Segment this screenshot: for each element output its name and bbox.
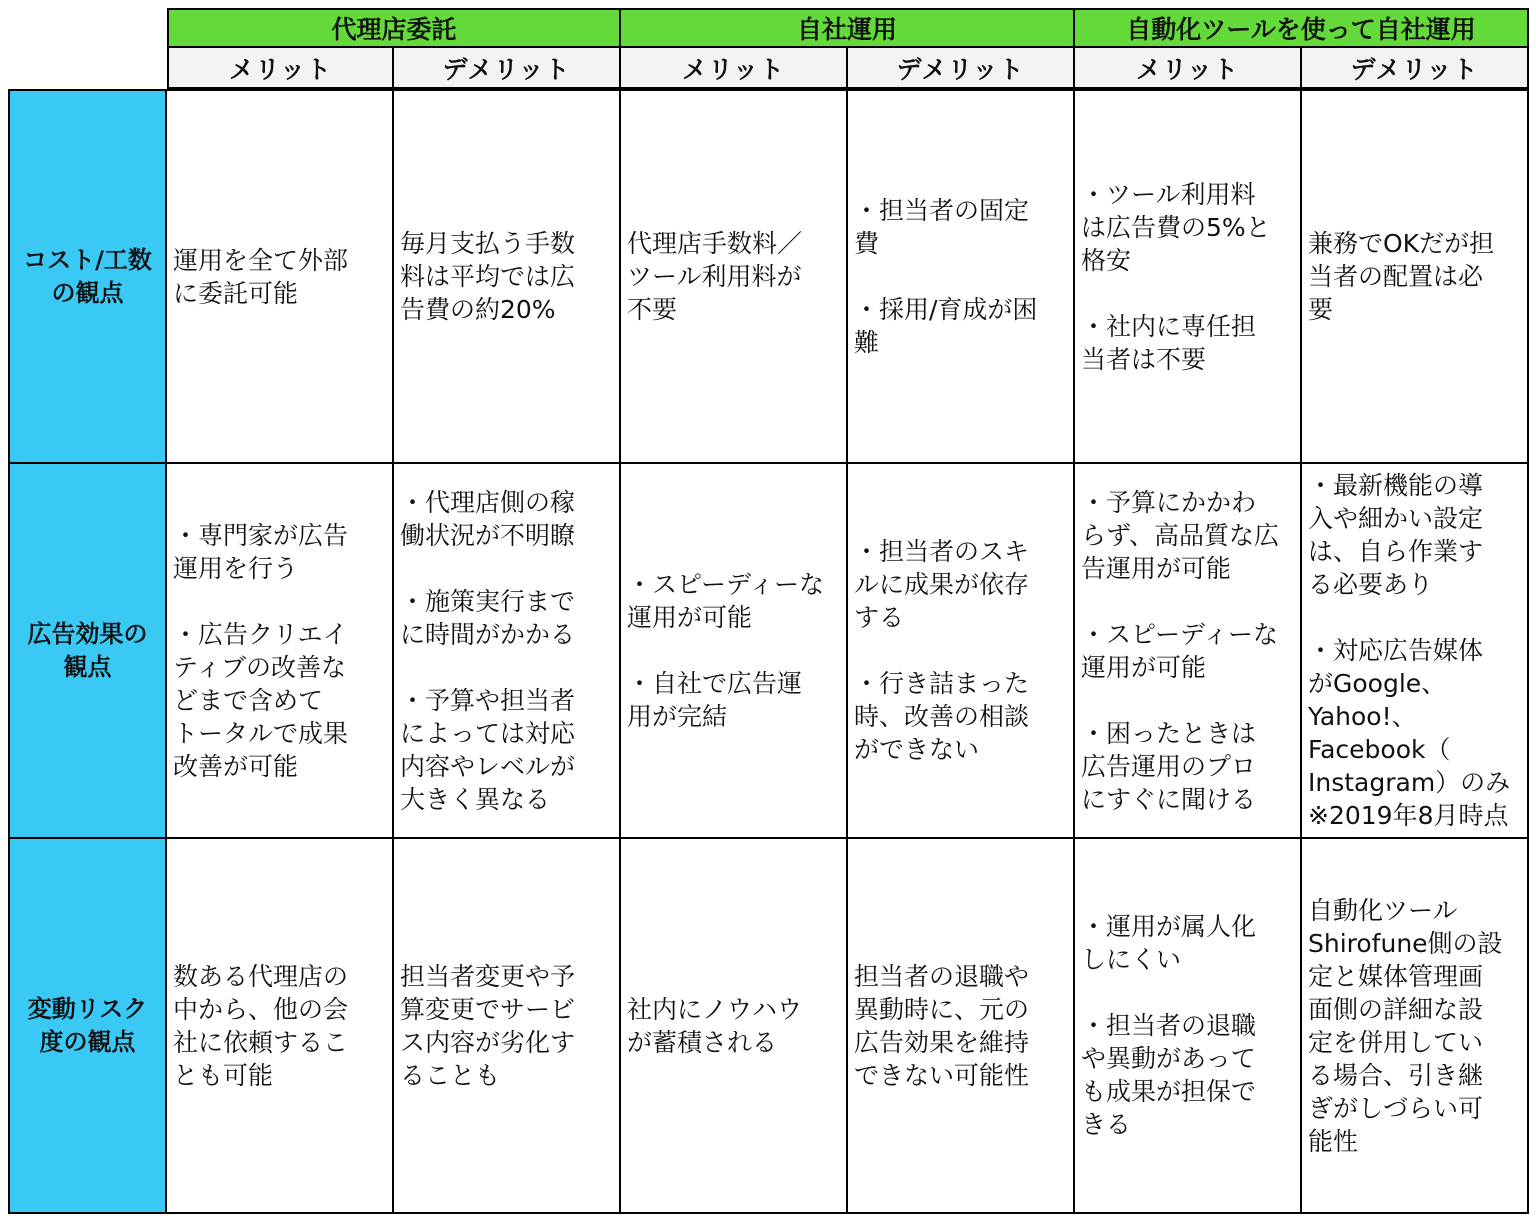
cell-line: ・予算にかかわ <box>1081 487 1257 517</box>
row-header-line: の観点 <box>51 278 124 307</box>
cell-line: ができない <box>854 735 980 764</box>
corner-blank <box>8 8 167 48</box>
cell-line: 運用が可能 <box>627 603 753 632</box>
cell-line: ス内容が劣化す <box>400 1027 576 1057</box>
cell-line: ・自社で広告運 <box>627 669 803 698</box>
cell-line: ・社内に専任担 <box>1081 311 1257 341</box>
cell-paragraph <box>1308 894 1523 1158</box>
cell-line: 算変更でサービ <box>400 994 576 1024</box>
cell-line: 中から、他の会 <box>173 994 349 1024</box>
cell-effect-inhouse-merit <box>621 464 848 839</box>
cell-cost-agency-demerit <box>394 89 621 464</box>
cell-paragraph <box>1308 634 1523 832</box>
cell-line: 入や細かい設定 <box>1308 504 1484 533</box>
cell-paragraph <box>1308 227 1523 326</box>
cell-line: に委託可能 <box>173 278 299 308</box>
cell-line: は広告費の5%と <box>1081 212 1271 242</box>
cell-line: 料は平均では広 <box>400 262 576 291</box>
cell-paragraph <box>1081 486 1296 585</box>
row-header-effect <box>8 464 167 839</box>
cell-line: 定を併用してい <box>1308 1027 1484 1057</box>
cell-line: ・スピーディーな <box>1081 619 1279 649</box>
cell-line: 大きく異なる <box>400 784 551 814</box>
cell-paragraph <box>173 960 388 1092</box>
row-header-risk <box>8 839 167 1214</box>
cell-line: に時間がかかる <box>400 619 576 649</box>
cell-paragraph <box>1081 717 1296 816</box>
paragraph-gap <box>1081 976 1296 1009</box>
cell-line: 能性 <box>1308 1126 1359 1156</box>
cell-line: や異動があって <box>1081 1044 1256 1073</box>
cell-risk-agency-demerit <box>394 839 621 1214</box>
cell-line: Instagram）のみ <box>1308 768 1511 797</box>
cell-line: 告費の約20% <box>400 295 556 324</box>
subheader-inhouse-demerit: デメリット <box>848 48 1075 89</box>
cell-line: ・最新機能の導 <box>1308 471 1484 500</box>
cell-line: きる <box>1081 1110 1132 1139</box>
cell-cost-inhouse-merit <box>621 89 848 464</box>
cell-line: にすぐに聞ける <box>1081 784 1257 814</box>
cell-line: は、自ら作業す <box>1308 537 1484 566</box>
cell-line: ・スピーディーな <box>627 570 825 599</box>
cell-line: がGoogle、 <box>1308 669 1447 698</box>
cell-line: ぎがしづらい可 <box>1308 1093 1484 1123</box>
cell-paragraph <box>173 244 388 310</box>
cell-line: どまで含めて <box>173 685 324 715</box>
cell-line: ・対応広告媒体 <box>1308 636 1484 665</box>
cell-paragraph <box>854 293 1069 359</box>
row-header-line: 広告効果の <box>27 619 148 648</box>
cell-line: る必要あり <box>1308 570 1434 599</box>
cell-line: によっては対応 <box>400 718 576 748</box>
cell-effect-tool-merit <box>1075 464 1302 839</box>
cell-line: 面側の詳細な設 <box>1308 994 1484 1024</box>
cell-line: 格安 <box>1081 245 1132 275</box>
cell-paragraph <box>627 568 842 634</box>
cell-paragraph <box>173 618 388 783</box>
cell-paragraph <box>627 227 842 326</box>
cell-line: 運用が可能 <box>1081 652 1207 682</box>
cell-line: 時、改善の相談 <box>854 702 1030 731</box>
cell-line: ※2019年8月時点 <box>1308 801 1509 830</box>
cell-line: 広告効果を維持 <box>854 1027 1030 1057</box>
cell-line: 広告運用のプロ <box>1081 751 1257 781</box>
cell-line: Facebook（ <box>1308 735 1451 764</box>
cell-line: 内容やレベルが <box>400 751 576 781</box>
cell-line: らず、高品質な広 <box>1081 520 1280 550</box>
cell-line: も成果が担保で <box>1081 1077 1257 1106</box>
subheader-inhouse-merit: メリット <box>621 48 848 89</box>
cell-line: 定と媒体管理画 <box>1308 961 1484 991</box>
cell-paragraph <box>1081 310 1296 376</box>
cell-line: 運用を行う <box>173 553 299 583</box>
cell-line: 社に依頼するこ <box>173 1027 349 1057</box>
cell-line: ・専門家が広告 <box>173 520 349 550</box>
cell-line: 代理店手数料／ <box>627 229 803 258</box>
row-header-cost <box>8 89 167 464</box>
cell-line: ・代理店側の稼 <box>400 487 576 517</box>
row-header-line: コスト/工数 <box>23 245 152 274</box>
cell-paragraph <box>400 960 615 1092</box>
paragraph-gap <box>1308 601 1523 634</box>
paragraph-gap <box>854 634 1069 667</box>
cell-line: 当者は不要 <box>1081 344 1207 374</box>
cell-line: が蓄積される <box>627 1027 778 1057</box>
cell-risk-inhouse-merit <box>621 839 848 1214</box>
subheader-agency-demerit: デメリット <box>394 48 621 89</box>
cell-paragraph <box>1081 178 1296 277</box>
cell-line: ・広告クリエイ <box>173 619 348 649</box>
cell-cost-inhouse-demerit <box>848 89 1075 464</box>
paragraph-gap <box>400 651 615 684</box>
group-header-inhouse: 自社運用 <box>621 8 1075 48</box>
cell-risk-tool-demerit <box>1302 839 1529 1214</box>
paragraph-gap <box>627 634 842 667</box>
cell-effect-agency-merit <box>167 464 394 839</box>
row-header-line: 変動リスク <box>27 994 148 1023</box>
cell-line: 自動化ツール <box>1308 895 1458 925</box>
cell-cost-tool-merit <box>1075 89 1302 464</box>
cell-paragraph <box>854 960 1069 1092</box>
cell-paragraph <box>400 684 615 816</box>
cell-line: ・運用が属人化 <box>1081 912 1257 941</box>
cell-paragraph <box>627 667 842 733</box>
paragraph-gap <box>854 260 1069 293</box>
cell-line: 用が完結 <box>627 702 728 731</box>
paragraph-gap <box>1081 684 1296 717</box>
cell-line: 費 <box>854 229 880 258</box>
cell-line: Shirofune側の設 <box>1308 928 1503 958</box>
cell-line: とも可能 <box>173 1060 274 1090</box>
cell-line: 告運用が可能 <box>1081 553 1232 583</box>
cell-line: ・ツール利用料 <box>1081 179 1256 209</box>
cell-line: トータルで成果 <box>173 718 349 748</box>
cell-line: 難 <box>854 328 880 357</box>
subheader-agency-merit: メリット <box>167 48 394 89</box>
cell-paragraph <box>400 486 615 552</box>
paragraph-gap <box>1081 585 1296 618</box>
cell-effect-inhouse-demerit <box>848 464 1075 839</box>
subheader-tool-demerit: デメリット <box>1302 48 1529 89</box>
cell-cost-tool-demerit <box>1302 89 1529 464</box>
cell-paragraph <box>400 227 615 326</box>
cell-line: 担当者の退職や <box>854 961 1030 991</box>
cell-line: 毎月支払う手数 <box>400 229 576 258</box>
cell-line: ・担当者の固定 <box>854 196 1030 225</box>
cell-line: ・行き詰まった <box>854 669 1030 698</box>
cell-line: 改善が可能 <box>173 751 299 781</box>
cell-line: 要 <box>1308 295 1334 324</box>
cell-line: ルに成果が依存 <box>854 570 1030 599</box>
cell-line: 社内にノウハウ <box>627 994 803 1024</box>
cell-line: 異動時に、元の <box>854 994 1030 1024</box>
paragraph-gap <box>400 552 615 585</box>
row-header-line: 度の観点 <box>39 1027 136 1056</box>
cell-paragraph <box>854 667 1069 766</box>
cell-paragraph <box>627 993 842 1059</box>
cell-paragraph <box>1081 910 1296 976</box>
cell-effect-agency-demerit <box>394 464 621 839</box>
cell-line: しにくい <box>1081 945 1182 974</box>
cell-line: 兼務でOKだが担 <box>1308 229 1495 258</box>
cell-line: ・採用/育成が困 <box>854 295 1038 324</box>
cell-line: ・施策実行まで <box>400 586 576 616</box>
cell-line: できない可能性 <box>854 1060 1030 1090</box>
cell-paragraph <box>1308 469 1523 601</box>
group-header-agency: 代理店委託 <box>167 8 621 48</box>
cell-line: ・担当者のスキ <box>854 537 1030 566</box>
cell-paragraph <box>1081 1009 1296 1141</box>
cell-line: 数ある代理店の <box>173 961 349 991</box>
cell-risk-inhouse-demerit <box>848 839 1075 1214</box>
cell-line: ・予算や担当者 <box>400 685 576 715</box>
corner-blank-2 <box>8 48 167 89</box>
cell-line: 運用を全て外部 <box>173 245 349 275</box>
cell-line: Yahoo!、 <box>1308 702 1417 731</box>
paragraph-gap <box>173 585 388 618</box>
cell-paragraph <box>854 535 1069 634</box>
cell-paragraph <box>854 194 1069 260</box>
cell-paragraph <box>1081 618 1296 684</box>
cell-line: 当者の配置は必 <box>1308 262 1484 291</box>
comparison-table <box>8 8 1529 1214</box>
cell-line: ツール利用料が <box>627 262 802 291</box>
cell-line: ることも <box>400 1060 501 1090</box>
cell-risk-tool-merit <box>1075 839 1302 1214</box>
cell-line: 働状況が不明瞭 <box>400 520 576 550</box>
row-header-line: 観点 <box>63 652 112 681</box>
paragraph-gap <box>1081 277 1296 310</box>
cell-line: ・困ったときは <box>1081 718 1257 748</box>
cell-paragraph <box>173 519 388 585</box>
cell-paragraph <box>400 585 615 651</box>
cell-cost-agency-merit <box>167 89 394 464</box>
cell-risk-agency-merit <box>167 839 394 1214</box>
cell-line: 不要 <box>627 295 678 324</box>
cell-line: ティブの改善な <box>173 652 347 682</box>
cell-line: ・担当者の退職 <box>1081 1011 1257 1040</box>
cell-line: る場合、引き継 <box>1308 1060 1484 1090</box>
group-header-automation-tool: 自動化ツールを使って自社運用 <box>1075 8 1529 48</box>
cell-line: する <box>854 603 905 632</box>
subheader-tool-merit: メリット <box>1075 48 1302 89</box>
cell-line: 担当者変更や予 <box>400 961 576 991</box>
cell-effect-tool-demerit <box>1302 464 1529 839</box>
